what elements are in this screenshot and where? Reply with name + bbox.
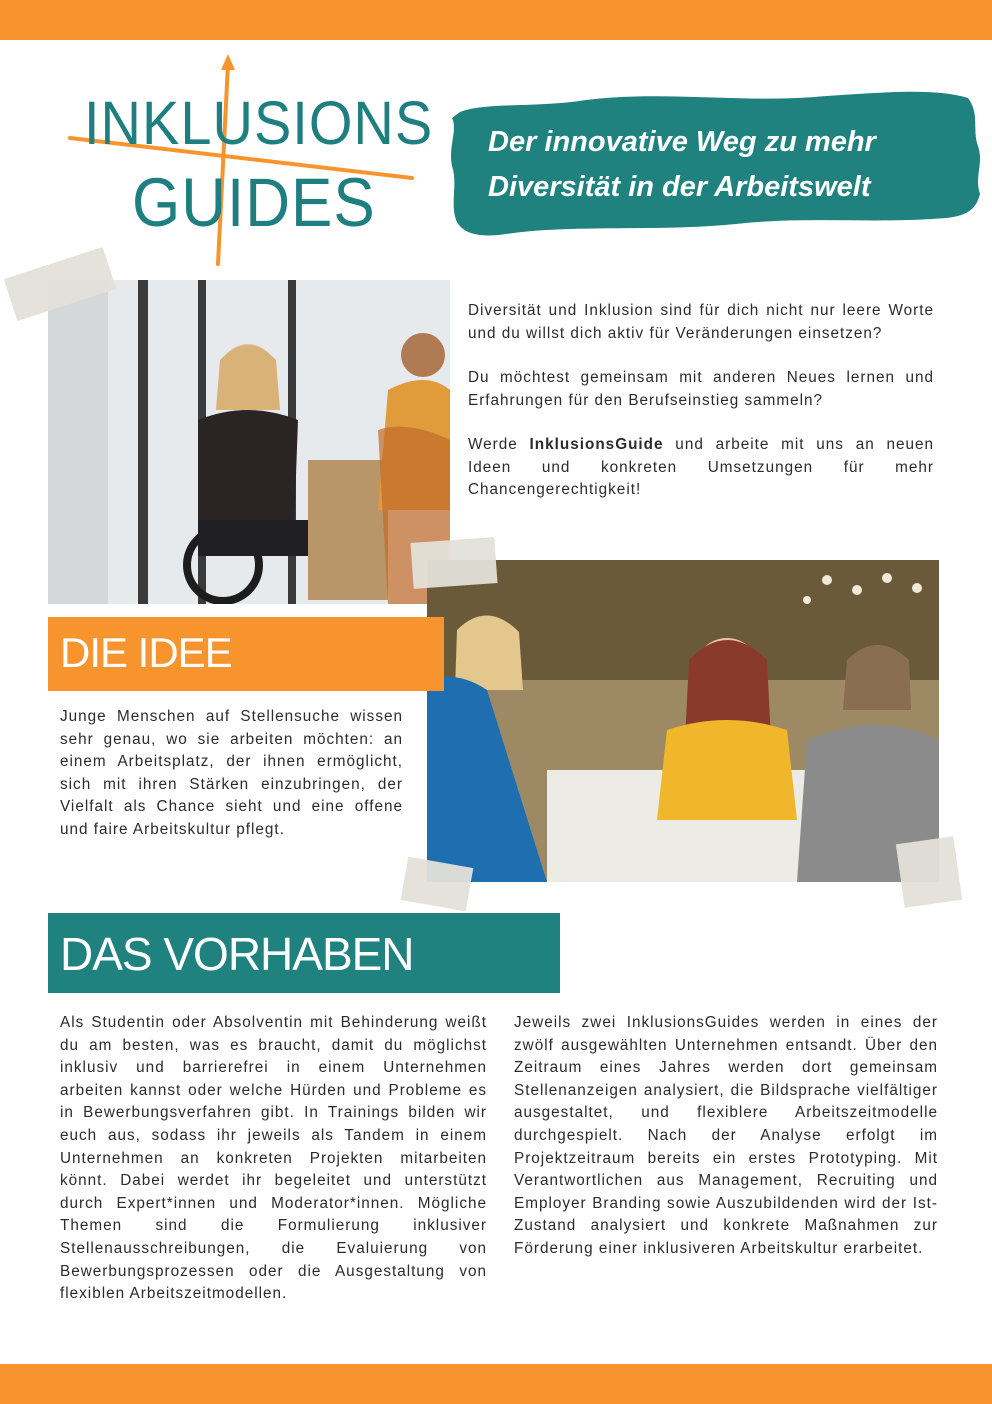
das-vorhaben-heading: DAS VORHABEN (60, 928, 414, 980)
top-orange-band (0, 0, 992, 40)
logo-word-guides: GUIDES (132, 165, 376, 242)
intro-p3-post: und arbeite mit uns an neuen Ideen und konkreten Umsetzungen für mehr Chancengerechtigkeit! (468, 436, 935, 498)
intro-p3-bold: InklusionsGuide (529, 436, 664, 453)
inklusionsguides-logo (60, 50, 434, 270)
intro-text (468, 300, 934, 524)
intro-paragraph-3 (468, 434, 934, 502)
bottom-orange-band (0, 1364, 992, 1404)
logo-word-inklusions: INKLUSIONS (84, 87, 434, 158)
tagline-text (488, 120, 958, 210)
das-vorhaben-heading-box (48, 913, 560, 993)
vorhaben-column-2: Jeweils zwei InklusionsGuides werden in eines der zwölf ausgewählten Unternehmen entsandt. Über den Zeitraum eines Jahres werden dort gemeinsam Stellenanzeigen analysiert, die Bildsprache vielfältiger ausgestaltet, und flexiblere Arbeitszeitmodelle durchgespielt. Nach der Analyse erfolgt im Projektzeitraum bereits ein erstes Prototyping. Mit Verantwortlichen aus Management, Recruiting und Employer Branding sowie Auszubildenden wird der Ist-Zustand analysiert und konkrete Maßnahmen zur Förderung einer inklusiveren Arbeitskultur erarbeitet. (514, 1014, 938, 1257)
photo-woman-wheelchair-whiteboard (48, 280, 450, 604)
tape-strip-photo2-bottom-right (896, 836, 962, 907)
die-idee-text: Junge Menschen auf Stellensuche wissen sehr genau, wo sie arbeiten möchten: an einem Arbeitsplatz, der ihnen ermöglicht, sich mit ihren Stärken einzubringen, der Vielfalt als Chance sieht und eine offene und faire Arbeitskultur pflegt. (60, 708, 403, 838)
die-idee-heading: DIE IDEE (60, 629, 232, 676)
die-idee-heading-box (48, 617, 444, 691)
vorhaben-column-1: Als Studentin oder Absolventin mit Behinderung weißt du am besten, was es braucht, damit du möglichst inklusiv und barrierefrei in einem Unternehmen arbeiten kannst oder welche Hürden und Probleme es in Bewerbungsverfahren gibt. In Trainings bilden wir euch aus, sodass ihr jeweils als Tandem in einem Unternehmen an konkreten Projekten mitarbeiten könnt. Dabei werdet ihr begeleitet und unterstützt durch Expert*innen und Moderator*innen. Mögliche Themen sind die Formulierung inklusiver Stellenausschreibungen, die Evaluierung von Bewerbungsprozessen oder die Ausgestaltung von flexiblen Arbeitszeitmodellen. (60, 1014, 487, 1303)
photo-illustration-2 (427, 560, 939, 882)
tagline-line-1: Der innovative Weg zu mehr (488, 126, 876, 158)
intro-p3-pre: Werde (468, 436, 530, 453)
intro-paragraph-1: Diversität und Inklusion sind für dich nicht nur leere Worte und du willst dich aktiv für Veränderungen einsetzen? (468, 302, 934, 342)
tagline-line-2: Diversität in der Arbeitswelt (488, 171, 871, 203)
tagline-banner (446, 84, 986, 246)
photo-illustration (48, 280, 450, 604)
intro-paragraph-2: Du möchtest gemeinsam mit anderen Neues lernen und Erfahrungen für den Berufseinstieg sammeln? (468, 369, 934, 409)
tape-strip-photo2-top (410, 537, 497, 589)
photo-workshop-group-laughing (427, 560, 939, 882)
